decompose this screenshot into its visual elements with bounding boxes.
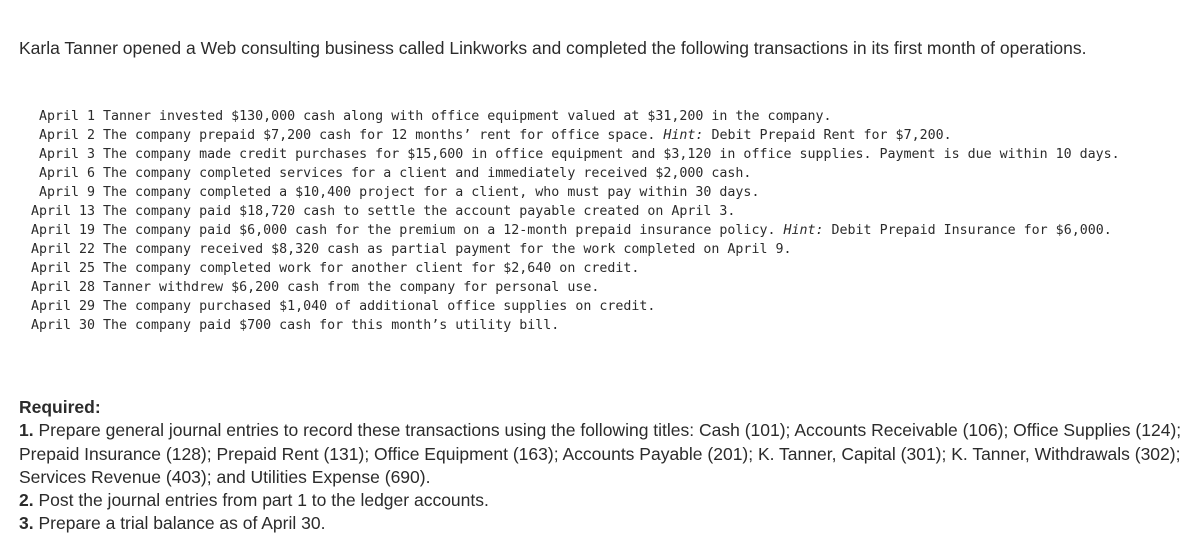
transaction-date: April 28 (30, 280, 95, 295)
transaction-date: April 19 (30, 223, 95, 238)
required-heading: Required: (19, 397, 101, 417)
transaction-description: The company received $8,320 cash as partial payment for the work completed on April 9. (103, 242, 792, 257)
transaction-date: April 25 (30, 261, 95, 276)
required-item (19, 419, 1184, 489)
transaction-description: The company paid $18,720 cash to settle the account payable created on April 3. (103, 204, 736, 219)
transaction-date: April 13 (30, 204, 95, 219)
transaction-date: April 22 (30, 242, 95, 257)
transaction-date: April 9 (38, 185, 95, 200)
transaction-date: April 6 (38, 166, 95, 181)
transaction-description: The company completed a $10,400 project for a client, who must pay within 30 days. (103, 185, 760, 200)
transaction-date: April 3 (38, 147, 95, 162)
hint-label: Hint: (663, 128, 704, 143)
transaction-row (19, 145, 1194, 164)
required-item-number: 2. (19, 490, 34, 511)
transaction-row (19, 164, 1194, 183)
required-item-text: Prepare a trial balance as of April 30. (38, 513, 326, 534)
transaction-description: The company made credit purchases for $15,600 in office equipment and $3,120 in office supplies. Payment is due within 10 days. (103, 147, 1120, 162)
required-item-number: 3. (19, 513, 34, 534)
transaction-description: The company paid $6,000 cash for the premium on a 12-month prepaid insurance policy. (103, 223, 776, 238)
transaction-row (19, 221, 1194, 240)
transaction-date: April 29 (30, 299, 95, 314)
transaction-description-wrap (103, 221, 1194, 240)
transaction-date: April 1 (38, 109, 95, 124)
transaction-row (19, 259, 1194, 278)
transaction-row (19, 107, 1194, 126)
transaction-description: The company paid $700 cash for this month’s utility bill. (103, 318, 560, 333)
transaction-row (19, 183, 1194, 202)
intro-paragraph: Karla Tanner opened a Web consulting business called Linkworks and completed the following transactions in its first month of operations. (19, 38, 1087, 58)
transaction-description: The company completed services for a client and immediately received $2,000 cash. (103, 166, 752, 181)
required-item (19, 489, 1184, 512)
transactions-list (19, 107, 1194, 335)
hint-text: Debit Prepaid Insurance for $6,000. (831, 223, 1112, 238)
required-item-number: 1. (19, 420, 34, 441)
transaction-date: April 2 (38, 128, 95, 143)
transaction-description-wrap (103, 126, 1194, 145)
hint-label: Hint: (783, 223, 824, 238)
transaction-row (19, 202, 1194, 221)
hint-text: Debit Prepaid Rent for $7,200. (711, 128, 952, 143)
required-item-text: Post the journal entries from part 1 to the ledger accounts. (38, 490, 489, 511)
transaction-description: The company purchased $1,040 of additional office supplies on credit. (103, 299, 656, 314)
transaction-description: The company prepaid $7,200 cash for 12 months’ rent for office space. (103, 128, 656, 143)
transaction-description: The company completed work for another client for $2,640 on credit. (103, 261, 640, 276)
transaction-description: Tanner invested $130,000 cash along with office equipment valued at $31,200 in the company. (103, 109, 832, 124)
transaction-row (19, 126, 1194, 145)
required-item-text: Prepare general journal entries to record these transactions using the following titles: Cash (101); Accounts Receivable (106); Office Supplies (124); Prepaid Insurance (128); Prepaid Rent (131); Office Equipment (163); Accounts Payable (201); K. Tanner, Capital (301); K. Tanner, Withdrawals (302); Services Revenue (403); and Utilities Expense (690). (19, 420, 1182, 487)
required-section (19, 396, 1184, 536)
transaction-row (19, 297, 1194, 316)
required-item (19, 512, 1184, 535)
transaction-description: Tanner withdrew $6,200 cash from the company for personal use. (103, 280, 600, 295)
transaction-date: April 30 (30, 318, 95, 333)
transaction-row (19, 278, 1194, 297)
transaction-row (19, 240, 1194, 259)
transaction-row (19, 316, 1194, 335)
